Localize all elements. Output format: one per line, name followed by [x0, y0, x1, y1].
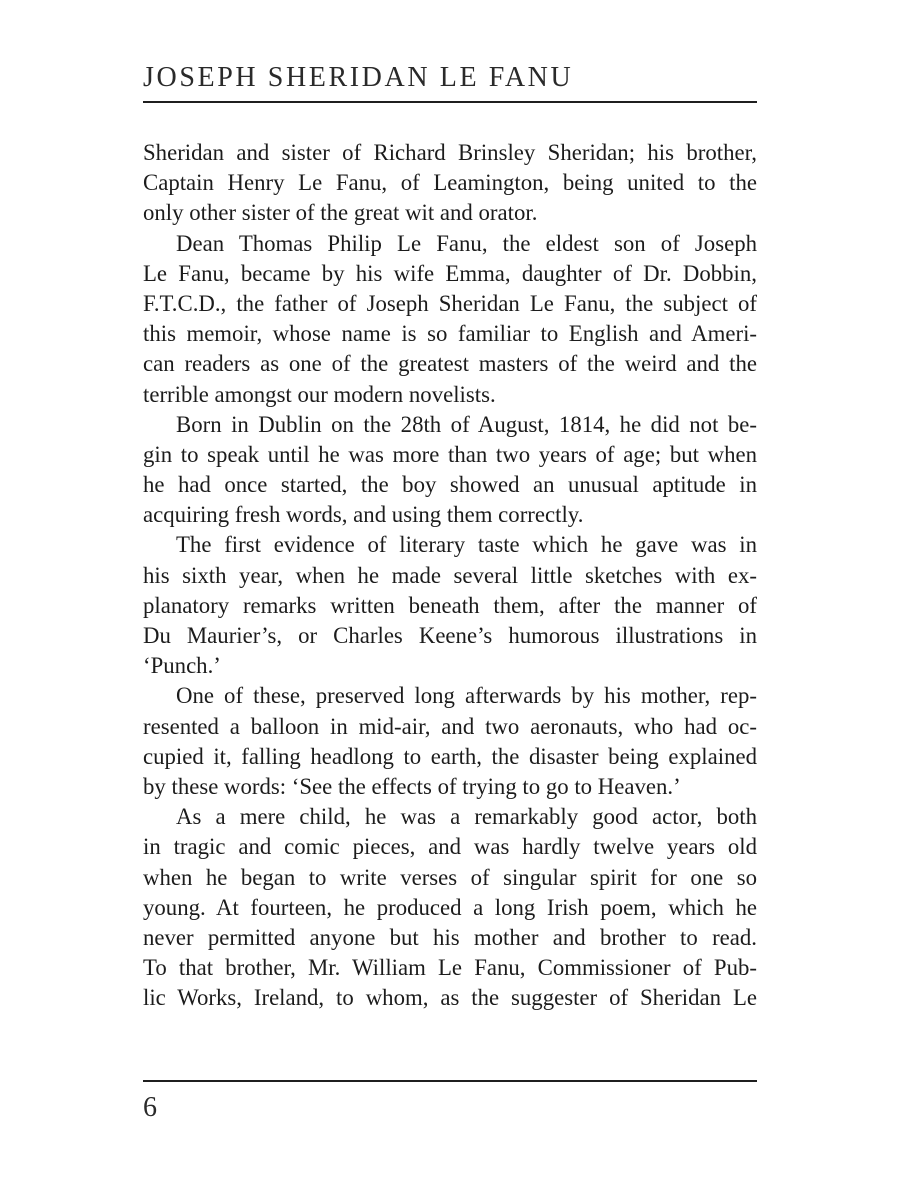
paragraph — [143, 229, 757, 410]
text-line: Le Fanu, became by his wife Emma, daughter of Dr. Dobbin, — [143, 260, 757, 286]
header-rule — [143, 101, 757, 103]
text-line: cupied it, falling headlong to earth, the disaster being explained — [143, 743, 757, 769]
text-line: lic Works, Ireland, to whom, as the suggester of Sheridan Le — [143, 985, 757, 1011]
paragraph — [143, 138, 757, 229]
text-line: this memoir, whose name is so familiar to English and Ameri- — [143, 321, 757, 347]
text-line: can readers as one of the greatest masters of the weird and the — [143, 351, 757, 377]
text-line: never permitted anyone but his mother and brother to read. — [143, 924, 757, 950]
footer-rule — [143, 1080, 757, 1082]
text-line: To that brother, Mr. William Le Fanu, Commissioner of Pub- — [143, 955, 757, 981]
paragraph — [143, 410, 757, 531]
page-number: 6 — [143, 1092, 157, 1123]
text-line: As a mere child, he was a remarkably good actor, both — [176, 804, 757, 830]
text-line: planatory remarks written beneath them, after the manner of — [143, 592, 757, 618]
text-line: acquiring fresh words, and using them correctly. — [143, 502, 584, 528]
body-text — [143, 138, 757, 1013]
text-line: Born in Dublin on the 28th of August, 1814, he did not be- — [176, 411, 757, 437]
text-line: F.T.C.D., the father of Joseph Sheridan Le Fanu, the subject of — [143, 290, 757, 316]
text-line: The first evidence of literary taste which he gave was in — [176, 532, 757, 558]
text-line: when he began to write verses of singular spirit for one so — [143, 864, 757, 890]
text-line: by these words: ‘See the effects of trying to go to Heaven.’ — [143, 773, 681, 799]
text-line: Du Maurier’s, or Charles Keene’s humorous illustrations in — [143, 623, 757, 648]
text-line: his sixth year, when he made several little sketches with ex- — [143, 562, 757, 588]
text-line: gin to speak until he was more than two years of age; but when — [143, 441, 757, 467]
text-line: he had once started, the boy showed an unusual aptitude in — [143, 472, 757, 498]
text-line: young. At fourteen, he produced a long Irish poem, which he — [143, 894, 757, 920]
paragraph — [143, 802, 757, 1013]
paragraph — [143, 681, 757, 802]
text-line: ‘Punch.’ — [143, 653, 221, 679]
text-line: Sheridan and sister of Richard Brinsley Sheridan; his brother, — [143, 140, 757, 165]
running-head: JOSEPH SHERIDAN LE FANU — [143, 62, 574, 93]
text-line: One of these, preserved long afterwards by his mother, rep- — [176, 683, 757, 709]
text-line: only other sister of the great wit and orator. — [143, 200, 538, 226]
text-line: resented a balloon in mid-air, and two aeronauts, who had oc- — [143, 713, 757, 739]
text-line: terrible amongst our modern novelists. — [143, 381, 496, 407]
text-line: Captain Henry Le Fanu, of Leamington, being united to the — [143, 170, 757, 196]
text-line: in tragic and comic pieces, and was hardly twelve years old — [143, 834, 757, 860]
paragraph — [143, 530, 757, 681]
text-line: Dean Thomas Philip Le Fanu, the eldest son of Joseph — [176, 230, 757, 256]
